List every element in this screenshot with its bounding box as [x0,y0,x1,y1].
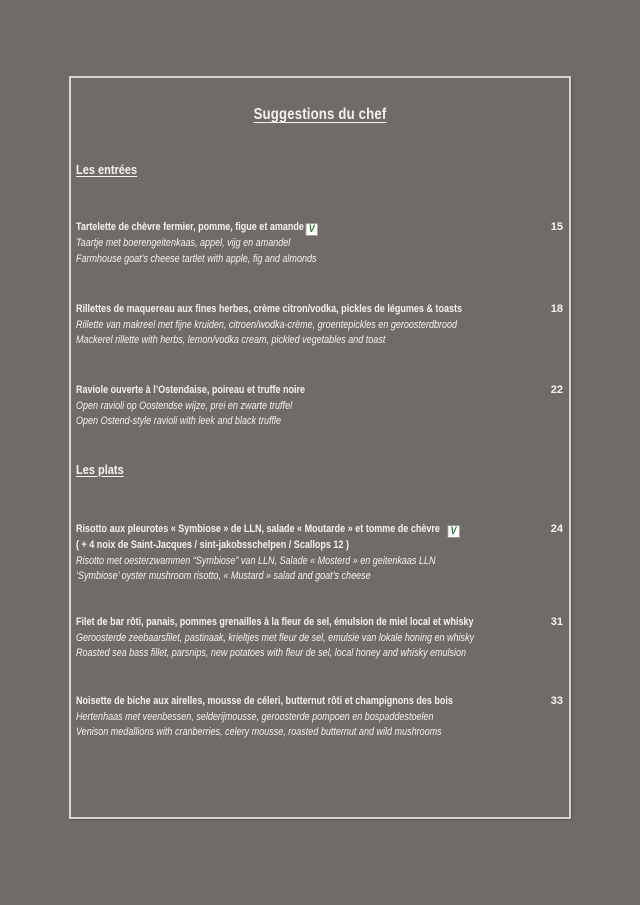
vegetarian-icon [306,223,318,236]
dish-price: 33 [550,695,563,707]
dish-name-en: Venison medallions with cranberries, celery mousse, roasted butternut and wild mushrooms [76,726,442,738]
dish-name-fr-text: Risotto aux pleurotes « Symbiose » de LLN, salade « Moutarde » et tomme de chèvre [76,523,440,535]
menu-item-risotto [76,522,563,585]
dish-name-nl: Risotto met oesterzwammen “Symbiose” van LLN, Salade « Mosterd » en geitenkaas LLN [76,554,436,567]
dish-name-fr: Raviole ouverte à l’Ostendaise, poireau et truffe noire [76,384,306,396]
dish-text [76,220,537,267]
dish-name-fr: Rillettes de maquereau aux fines herbes, crème citron/vodka, pickles de légumes & toasts [76,303,463,315]
dish-name-nl: Open ravioli op Oostendse wijze, prei en zwarte truffel [76,399,293,412]
dish-name-en: Open Ostend-style ravioli with leek and black truffle [76,415,282,427]
menu-item-bar [76,615,563,662]
section-heading-entrees: Les entrées [76,163,138,177]
menu-item-rillettes [76,302,563,349]
menu-item-raviole [76,383,563,430]
page-title: Suggestions du chef [253,106,387,123]
dish-price: 24 [550,523,563,535]
dish-price: 15 [550,221,563,233]
dish-name-en: ‘Symbiose’ oyster mushroom risotto, « Mustard » salad and goat’s cheese [76,570,371,582]
dish-name-nl: Rillette van makreel met fijne kruiden, citroen/wodka-crème, groentepickles en geroosterdbrood [76,318,458,331]
dish-text [76,383,537,430]
dish-text [76,302,537,349]
dish-text [76,694,537,741]
dish-supplement: ( + 4 noix de Saint-Jacques / sint-jakobsschelpen / Scallops 12 ) [76,539,349,551]
dish-text [76,615,537,662]
dish-name-nl: Geroosterde zeebaarsfilet, pastinaak, krieltjes met fleur de sel, emulsie van lokale honing en whisky [76,631,475,644]
dish-price: 18 [550,303,563,315]
dish-name-fr: Filet de bar rôti, panais, pommes grenailles à la fleur de sel, émulsion de miel local et whisky [76,616,474,628]
section-heading-plats: Les plats [76,463,124,477]
dish-name-fr: Noisette de biche aux airelles, mousse de céleri, butternut rôti et champignons des bois [76,695,453,707]
dish-price: 22 [550,384,563,396]
dish-name-en: Roasted sea bass fillet, parsnips, new potatoes with fleur de sel, local honey and whisky emulsion [76,647,467,659]
vegetarian-glyph: V [308,223,315,235]
menu-item-tartelette [76,220,563,267]
menu-item-biche [76,694,563,741]
dish-name-fr [76,522,457,538]
menu-card [69,76,571,819]
dish-name-nl: Taartje met boerengeitenkaas, appel, vijg en amandel [76,237,291,249]
dish-price: 31 [550,616,563,628]
dish-name-nl: Hertenhaas met veenbessen, selderijmousse, geroosterde pompoen en bospaddestoelen [76,710,434,723]
dish-name-en: Farmhouse goat’s cheese tartlet with apple, fig and almonds [76,252,317,265]
vegetarian-glyph: V [450,525,457,537]
dish-name-en: Mackerel rillette with herbs, lemon/vodka cream, pickled vegetables and toast [76,334,386,346]
vegetarian-icon [447,525,459,538]
dish-name-fr [76,220,454,236]
dish-name-fr-text: Tartelette de chèvre fermier, pomme, figue et amande [76,221,304,233]
dish-text [76,522,537,585]
